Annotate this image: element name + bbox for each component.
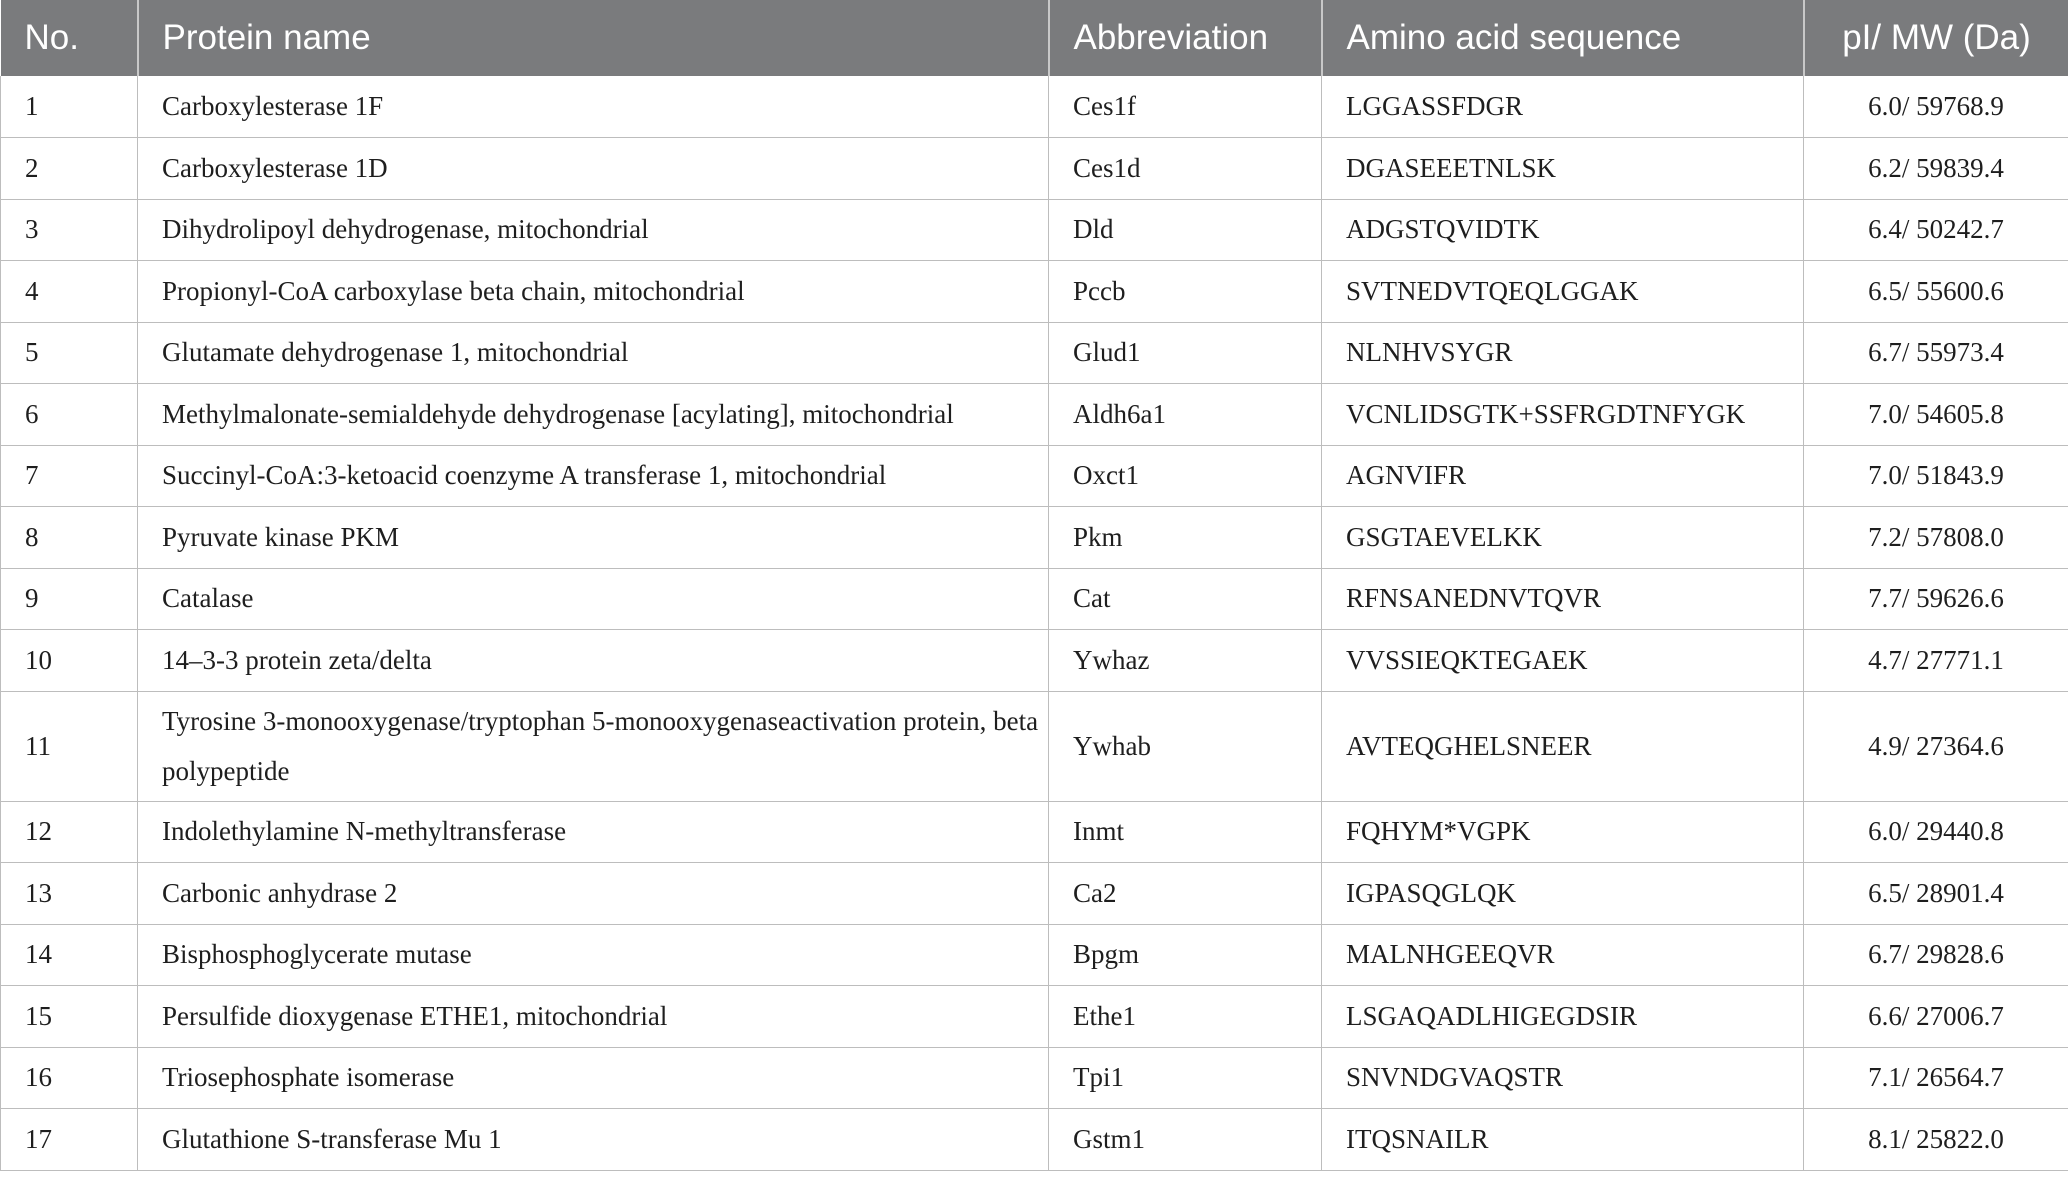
table-row bbox=[1, 801, 2068, 863]
pi-mw-cell: 4.9/ 27364.6 bbox=[1804, 691, 2068, 801]
protein-name-cell: Indolethylamine N-methyltransferase bbox=[138, 801, 1049, 863]
abbreviation-cell: Ywhab bbox=[1049, 691, 1322, 801]
protein-name-cell: Methylmalonate-semialdehyde dehydrogenase [acylating], mitochondrial bbox=[138, 384, 1049, 446]
amino-acid-sequence-cell: FQHYM*VGPK bbox=[1322, 801, 1804, 863]
table-row bbox=[1, 1109, 2068, 1171]
row-number-cell: 4 bbox=[1, 261, 138, 323]
table-row bbox=[1, 568, 2068, 630]
pi-mw-cell: 6.2/ 59839.4 bbox=[1804, 138, 2068, 200]
amino-acid-sequence-cell: RFNSANEDNVTQVR bbox=[1322, 568, 1804, 630]
header-no: No. bbox=[24, 18, 79, 57]
protein-name-cell: Carboxylesterase 1F bbox=[138, 76, 1049, 138]
amino-acid-sequence-cell: LSGAQADLHIGEGDSIR bbox=[1322, 986, 1804, 1048]
row-number-cell: 6 bbox=[1, 384, 138, 446]
abbreviation-cell: Pkm bbox=[1049, 507, 1322, 569]
pi-mw-cell: 7.1/ 26564.7 bbox=[1804, 1047, 2068, 1109]
row-number-cell: 17 bbox=[1, 1109, 138, 1171]
protein-name-cell: Succinyl-CoA:3-ketoacid coenzyme A transferase 1, mitochondrial bbox=[138, 445, 1049, 507]
table-body bbox=[1, 76, 2068, 1170]
row-number-cell: 12 bbox=[1, 801, 138, 863]
abbreviation-cell: Aldh6a1 bbox=[1049, 384, 1322, 446]
table-row bbox=[1, 322, 2068, 384]
pi-mw-cell: 6.0/ 59768.9 bbox=[1804, 76, 2068, 138]
pi-mw-cell: 4.7/ 27771.1 bbox=[1804, 630, 2068, 692]
table-row bbox=[1, 261, 2068, 323]
row-number-cell: 5 bbox=[1, 322, 138, 384]
abbreviation-cell: Ethe1 bbox=[1049, 986, 1322, 1048]
protein-name-cell: Pyruvate kinase PKM bbox=[138, 507, 1049, 569]
amino-acid-sequence-cell: DGASEEETNLSK bbox=[1322, 138, 1804, 200]
row-number-cell: 1 bbox=[1, 76, 138, 138]
amino-acid-sequence-cell: SNVNDGVAQSTR bbox=[1322, 1047, 1804, 1109]
table-header bbox=[1, 0, 2068, 76]
abbreviation-cell: Dld bbox=[1049, 199, 1322, 261]
header-amino-acid-sequence: Amino acid sequence bbox=[1322, 0, 1804, 76]
abbreviation-cell: Oxct1 bbox=[1049, 445, 1322, 507]
abbreviation-cell: Ces1d bbox=[1049, 138, 1322, 200]
protein-name-cell: Triosephosphate isomerase bbox=[138, 1047, 1049, 1109]
row-number-cell: 9 bbox=[1, 568, 138, 630]
pi-mw-cell: 8.1/ 25822.0 bbox=[1804, 1109, 2068, 1171]
table-row bbox=[1, 138, 2068, 200]
header-abbreviation: Abbreviation bbox=[1049, 0, 1322, 76]
amino-acid-sequence-cell: IGPASQGLQK bbox=[1322, 863, 1804, 925]
row-number-cell: 10 bbox=[1, 630, 138, 692]
table-row bbox=[1, 863, 2068, 925]
pi-mw-cell: 7.2/ 57808.0 bbox=[1804, 507, 2068, 569]
row-number-cell: 7 bbox=[1, 445, 138, 507]
amino-acid-sequence-cell: AGNVIFR bbox=[1322, 445, 1804, 507]
protein-name-cell: Catalase bbox=[138, 568, 1049, 630]
table-row bbox=[1, 76, 2068, 138]
table-row bbox=[1, 691, 2068, 801]
table-row bbox=[1, 199, 2068, 261]
amino-acid-sequence-cell: MALNHGEEQVR bbox=[1322, 924, 1804, 986]
abbreviation-cell: Glud1 bbox=[1049, 322, 1322, 384]
table-row bbox=[1, 1047, 2068, 1109]
header-pi-mw: pI/ MW (Da) bbox=[1804, 0, 2068, 76]
amino-acid-sequence-cell: VCNLIDSGTK+SSFRGDTNFYGK bbox=[1322, 384, 1804, 446]
protein-name-cell: 14–3-3 protein zeta/delta bbox=[138, 630, 1049, 692]
protein-name-cell: Glutathione S-transferase Mu 1 bbox=[138, 1109, 1049, 1171]
table-row bbox=[1, 384, 2068, 446]
pi-mw-cell: 6.5/ 28901.4 bbox=[1804, 863, 2068, 925]
header-protein-name: Protein name bbox=[138, 0, 1049, 76]
row-number-cell: 15 bbox=[1, 986, 138, 1048]
row-number-cell: 8 bbox=[1, 507, 138, 569]
pi-mw-cell: 7.0/ 51843.9 bbox=[1804, 445, 2068, 507]
amino-acid-sequence-cell: ADGSTQVIDTK bbox=[1322, 199, 1804, 261]
pi-mw-cell: 7.7/ 59626.6 bbox=[1804, 568, 2068, 630]
amino-acid-sequence-cell: AVTEQGHELSNEER bbox=[1322, 691, 1804, 801]
amino-acid-sequence-cell: ITQSNAILR bbox=[1322, 1109, 1804, 1171]
amino-acid-sequence-cell: LGGASSFDGR bbox=[1322, 76, 1804, 138]
abbreviation-cell: Cat bbox=[1049, 568, 1322, 630]
abbreviation-cell: Ywhaz bbox=[1049, 630, 1322, 692]
protein-name-cell: Carbonic anhydrase 2 bbox=[138, 863, 1049, 925]
abbreviation-cell: Ces1f bbox=[1049, 76, 1322, 138]
row-number-cell: 16 bbox=[1, 1047, 138, 1109]
row-number-cell: 11 bbox=[1, 691, 138, 801]
pi-mw-cell: 6.7/ 29828.6 bbox=[1804, 924, 2068, 986]
pi-mw-cell: 6.5/ 55600.6 bbox=[1804, 261, 2068, 323]
abbreviation-cell: Ca2 bbox=[1049, 863, 1322, 925]
table-row bbox=[1, 507, 2068, 569]
protein-name-cell: Propionyl-CoA carboxylase beta chain, mitochondrial bbox=[138, 261, 1049, 323]
pi-mw-cell: 6.0/ 29440.8 bbox=[1804, 801, 2068, 863]
amino-acid-sequence-cell: VVSSIEQKTEGAEK bbox=[1322, 630, 1804, 692]
table-row bbox=[1, 630, 2068, 692]
abbreviation-cell: Pccb bbox=[1049, 261, 1322, 323]
protein-name-cell: Tyrosine 3-monooxygenase/tryptophan 5-monooxygenaseactivation protein, beta polypeptide bbox=[138, 691, 1049, 801]
row-number-cell: 2 bbox=[1, 138, 138, 200]
abbreviation-cell: Tpi1 bbox=[1049, 1047, 1322, 1109]
amino-acid-sequence-cell: NLNHVSYGR bbox=[1322, 322, 1804, 384]
table-row bbox=[1, 924, 2068, 986]
protein-name-cell: Bisphosphoglycerate mutase bbox=[138, 924, 1049, 986]
protein-name-cell: Persulfide dioxygenase ETHE1, mitochondrial bbox=[138, 986, 1049, 1048]
table-row bbox=[1, 445, 2068, 507]
pi-mw-cell: 7.0/ 54605.8 bbox=[1804, 384, 2068, 446]
abbreviation-cell: Bpgm bbox=[1049, 924, 1322, 986]
protein-name-cell: Carboxylesterase 1D bbox=[138, 138, 1049, 200]
pi-mw-cell: 6.4/ 50242.7 bbox=[1804, 199, 2068, 261]
header-row bbox=[1, 0, 2068, 76]
row-number-cell: 3 bbox=[1, 199, 138, 261]
pi-mw-cell: 6.6/ 27006.7 bbox=[1804, 986, 2068, 1048]
protein-name-cell: Glutamate dehydrogenase 1, mitochondrial bbox=[138, 322, 1049, 384]
row-number-cell: 14 bbox=[1, 924, 138, 986]
amino-acid-sequence-cell: GSGTAEVELKK bbox=[1322, 507, 1804, 569]
table-row bbox=[1, 986, 2068, 1048]
abbreviation-cell: Inmt bbox=[1049, 801, 1322, 863]
protein-name-cell: Dihydrolipoyl dehydrogenase, mitochondrial bbox=[138, 199, 1049, 261]
row-number-cell: 13 bbox=[1, 863, 138, 925]
pi-mw-cell: 6.7/ 55973.4 bbox=[1804, 322, 2068, 384]
amino-acid-sequence-cell: SVTNEDVTQEQLGGAK bbox=[1322, 261, 1804, 323]
abbreviation-cell: Gstm1 bbox=[1049, 1109, 1322, 1171]
